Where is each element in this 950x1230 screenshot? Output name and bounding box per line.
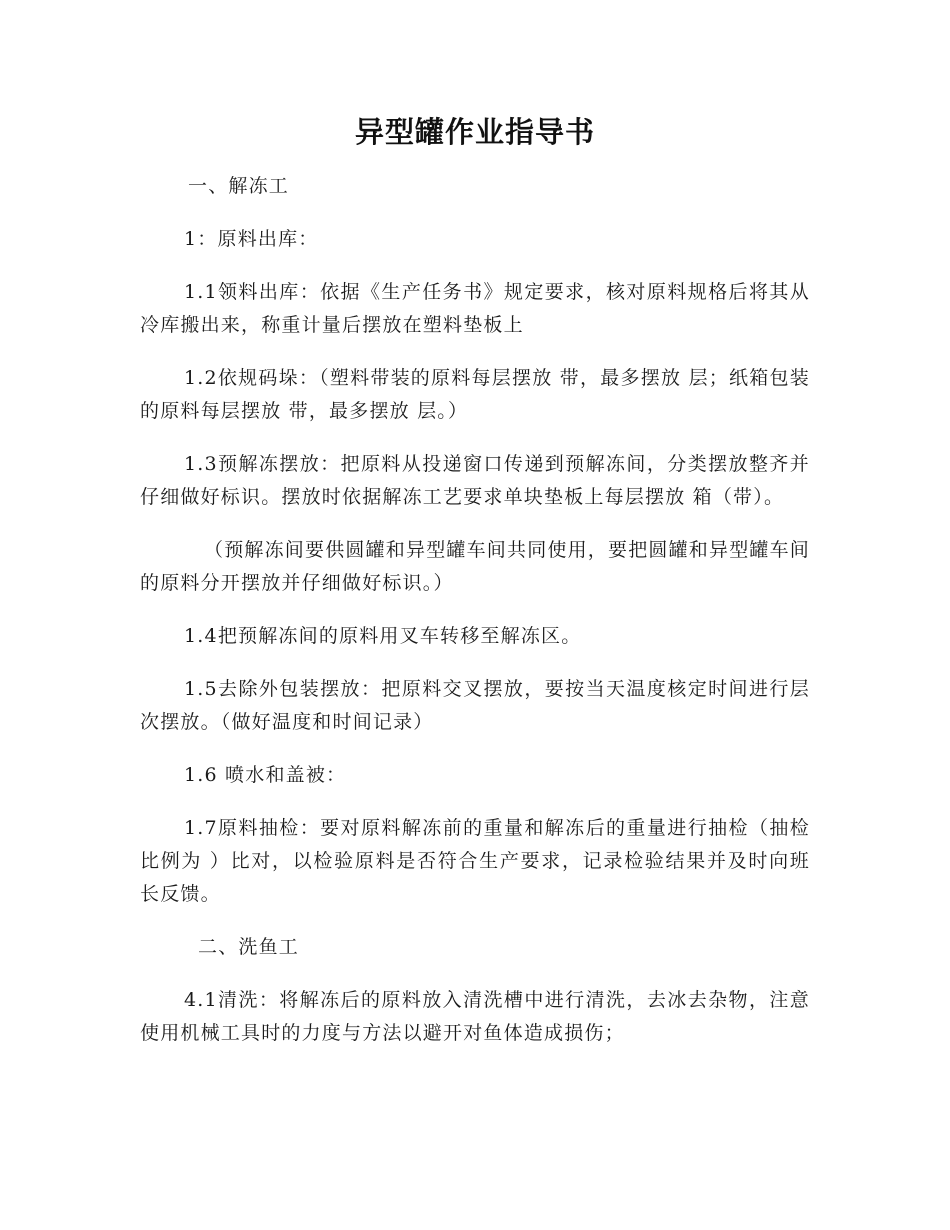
paragraph-item-1-1: 1.1领料出库：依据《生产任务书》规定要求，核对原料规格后将其从冷库搬出来，称重计量后摆放在塑料垫板上 — [140, 281, 810, 336]
paragraph-note-1-3: （预解冻间要供圆罐和异型罐车间共同使用，要把圆罐和异型罐车间的原料分开摆放并仔细做好标识。） — [140, 539, 811, 594]
paragraph-item-1-6: 1.6 喷水和盖被： — [184, 764, 347, 786]
paragraph-section-2-heading: 二、洗鱼工 — [198, 936, 300, 958]
paragraph-item-4-1: 4.1清洗：将解冻后的原料放入清洗槽中进行清洗，去冰去杂物，注意使用机械工具时的力度与方法以避开对鱼体造成损伤； — [140, 989, 810, 1044]
paragraph-item-1-4: 1.4把预解冻间的原料用叉车转移至解冻区。 — [184, 625, 582, 647]
paragraph-item-1-5: 1.5去除外包装摆放：把原料交叉摆放，要按当天温度核定时间进行层次摆放。（做好温度和时间记录） — [140, 678, 810, 733]
paragraph-item-1: 1：原料出库： — [184, 228, 319, 250]
document-title: 异型罐作业指导书 — [354, 115, 595, 149]
paragraph-section-1-heading: 一、解冻工 — [188, 175, 290, 197]
paragraph-item-1-2: 1.2依规码垛：（塑料带装的原料每层摆放 带，最多摆放 层；纸箱包装的原料每层摆放 带，最多摆放 层。） — [140, 367, 810, 422]
document-body — [140, 170, 810, 1070]
paragraph-item-1-3: 1.3预解冻摆放：把原料从投递窗口传递到预解冻间，分类摆放整齐并仔细做好标识。摆放时依据解冻工艺要求单块垫板上每层摆放 箱（带）。 — [140, 453, 810, 508]
paragraph-item-1-7: 1.7原料抽检：要对原料解冻前的重量和解冻后的重量进行抽检（抽检比例为 ）比对，以检验原料是否符合生产要求，记录检验结果并及时向班长反馈。 — [140, 817, 810, 905]
